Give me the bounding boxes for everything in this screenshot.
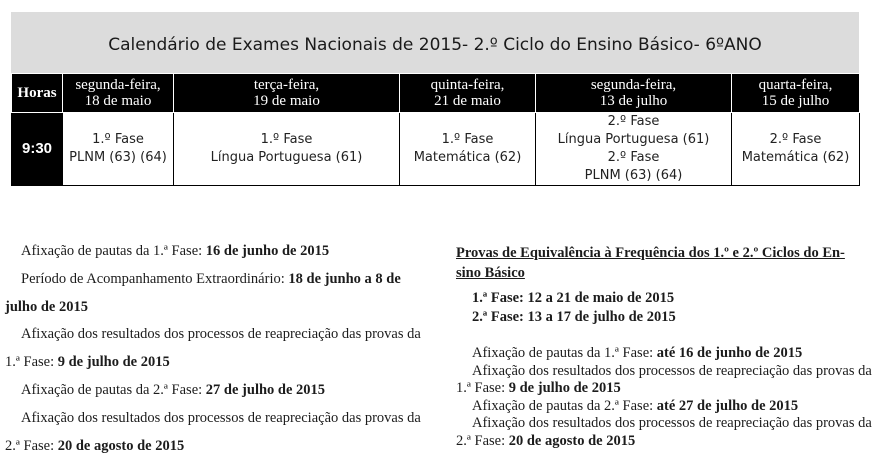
column-header: quinta-feira, 21 de maio xyxy=(400,74,536,113)
text-line: 1.ª Fase: 9 de julho de 2015 xyxy=(456,380,621,397)
text-line: Afixação dos resultados dos processos de reapreciação das provas da xyxy=(472,362,872,379)
exam-schedule-table xyxy=(11,73,860,186)
phase-dates: 1.ª Fase: 12 a 21 de maio de 2015 xyxy=(472,290,675,306)
text-line: Afixação de pautas da 1.ª Fase: até 16 de junho de 2015 xyxy=(472,345,803,361)
exam-cell: 2.º Fase Matemática (62) xyxy=(732,113,860,186)
column-header: segunda-feira, 13 de julho xyxy=(536,74,732,113)
column-header: terça-feira, 19 de maio xyxy=(174,74,400,113)
text-line: Afixação de pautas da 2.ª Fase: 27 de julho de 2015 xyxy=(21,381,326,398)
table-header-row xyxy=(12,74,860,113)
text-line: julho de 2015 xyxy=(5,298,88,315)
text-line: 1.ª Fase: 9 de julho de 2015 xyxy=(5,354,170,371)
equivalence-exams-section xyxy=(456,243,884,451)
column-header: segunda-feira, 18 de maio xyxy=(63,74,174,113)
text-line: Período de Acompanhamento Extraordinário: 18 de junho a 8 de xyxy=(21,270,401,287)
text-line: 2.ª Fase: 20 de agosto de 2015 xyxy=(5,437,185,454)
text-line: Afixação de pautas da 1.ª Fase: 16 de junho de 2015 xyxy=(21,243,330,259)
calendar-title: Calendário de Exames Nacionais de 2015- 2.º Ciclo do Ensino Básico- 6ºANO xyxy=(11,12,859,74)
text-line: Afixação de pautas da 2.ª Fase: até 27 de julho de 2015 xyxy=(472,397,799,414)
table-row xyxy=(12,113,860,186)
hours-header: Horas xyxy=(12,74,63,113)
phase-dates: 2.ª Fase: 13 a 17 de julho de 2015 xyxy=(472,309,676,325)
exam-cell: 1.º Fase PLNM (63) (64) xyxy=(63,113,174,186)
exam-cell: 2.º Fase Língua Portuguesa (61) 2.º Fase PLNM (63) (64) xyxy=(536,113,732,186)
text-line: Afixação dos resultados dos processos de reapreciação das provas da xyxy=(21,409,421,426)
column-header: quarta-feira, 15 de julho xyxy=(732,74,860,113)
exam-cell: 1.º Fase Língua Portuguesa (61) xyxy=(174,113,400,186)
national-exams-dates xyxy=(5,238,445,460)
text-line: Afixação dos resultados dos processos de reapreciação das provas da xyxy=(21,326,421,343)
section-heading: Provas de Equivalência à Frequência dos 1.º e 2.º Ciclos do En- sino Básico xyxy=(456,245,845,281)
text-line: Afixação dos resultados dos processos de reapreciação das provas da xyxy=(472,415,872,432)
text-line: 2.ª Fase: 20 de agosto de 2015 xyxy=(456,432,636,449)
time-cell: 9:30 xyxy=(12,113,63,186)
exam-cell: 1.º Fase Matemática (62) xyxy=(400,113,536,186)
